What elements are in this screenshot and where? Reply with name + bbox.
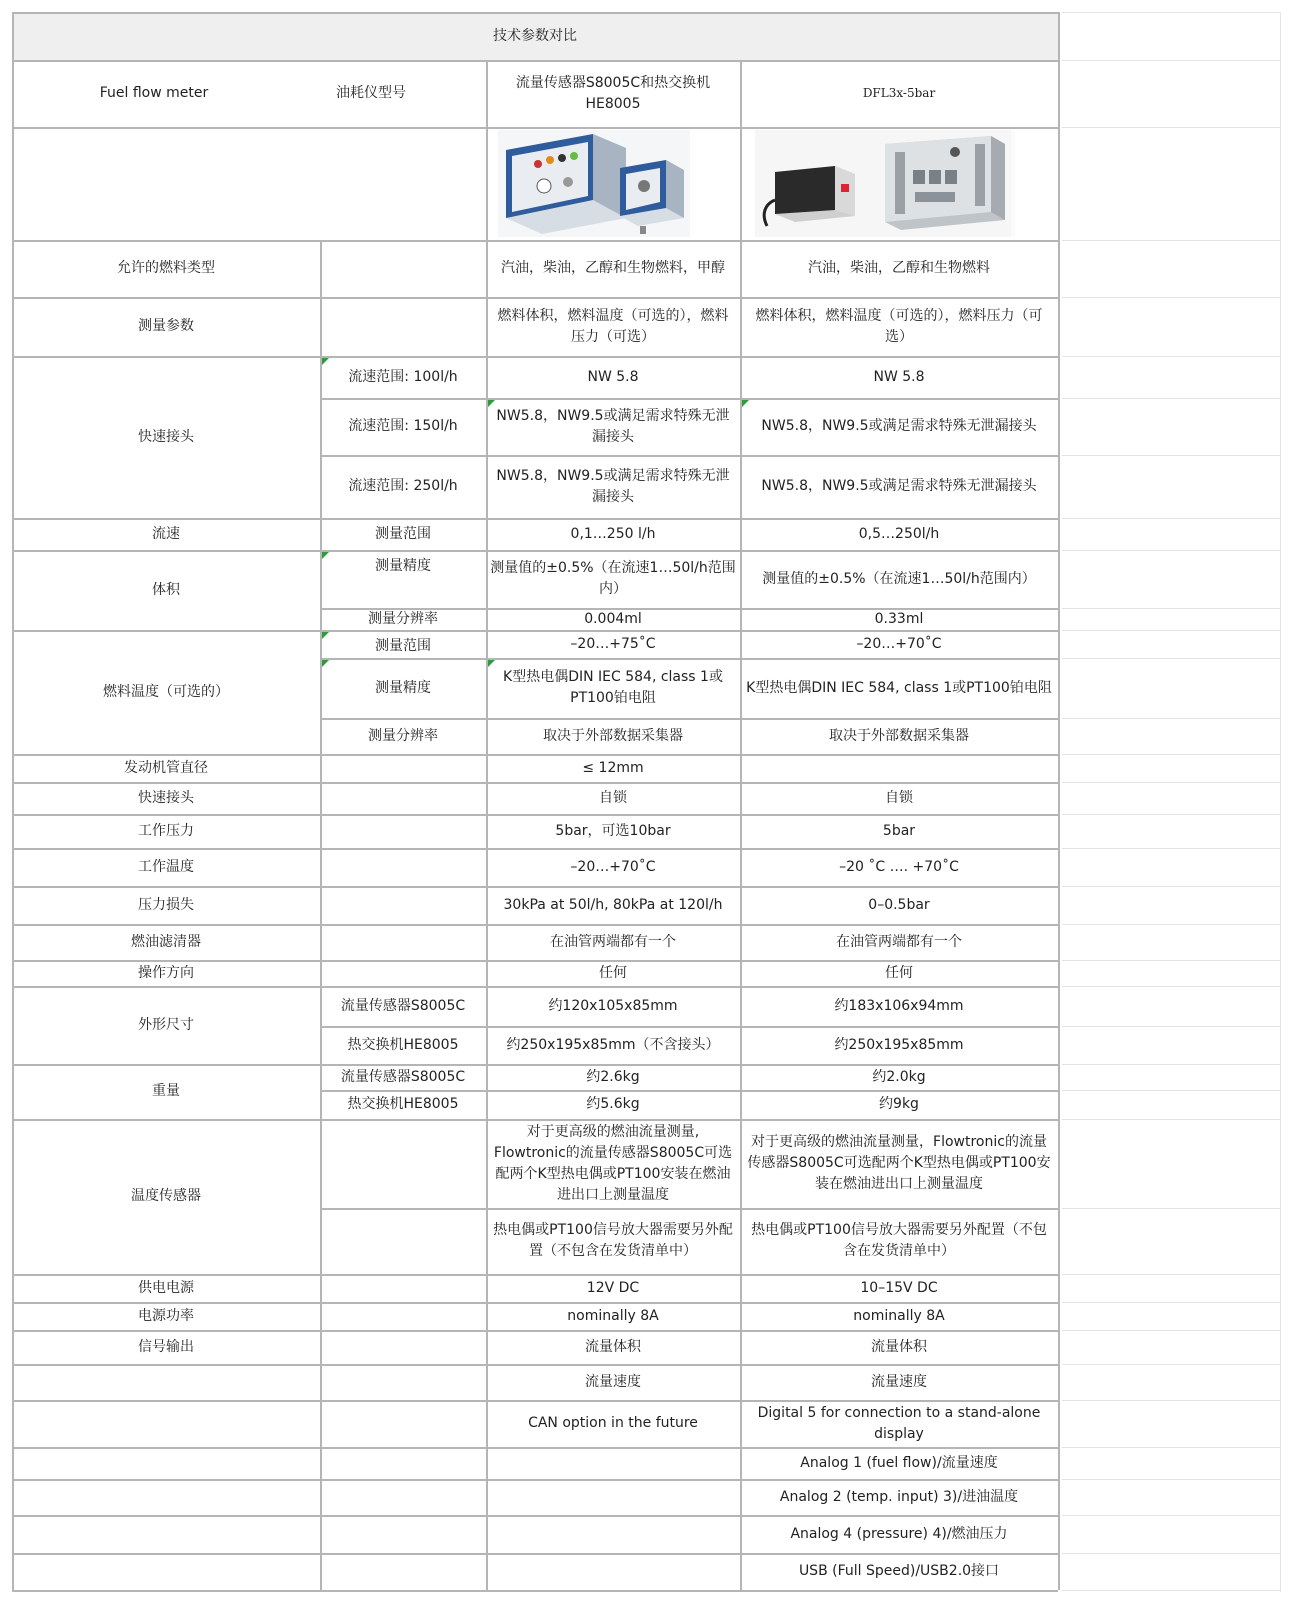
cell-product-a: 约2.6kg xyxy=(586,1068,640,1085)
row-sub-label: 热交换机HE8005 xyxy=(347,1036,459,1053)
grid-line xyxy=(12,1553,1058,1555)
cell-product-b: 流量体积 xyxy=(871,1338,927,1355)
cell-product-b: 约183x106x94mm xyxy=(834,997,964,1014)
product-b-image xyxy=(755,130,1015,237)
sheet-gridline xyxy=(1062,848,1280,849)
cell-product-b: 热电偶或PT100信号放大器需要另外配置（不包 含在发货清单中） xyxy=(751,1222,1047,1259)
row-sub-label: 流量传感器S8005C xyxy=(340,997,466,1014)
grid-line xyxy=(12,1330,1058,1332)
cell-product-a: 对于更高级的燃油流量测量, Flowtronic的流量传感器S8005C可选 配两个K型热电偶或PT100安装在燃油 进出口上测量温度 xyxy=(493,1123,733,1203)
sheet-gridline xyxy=(1062,1064,1280,1065)
sheet-gridline xyxy=(1062,240,1280,241)
row-label: 快速接头 xyxy=(138,789,194,806)
sheet-gridline xyxy=(1062,1302,1280,1303)
row-label: 体积 xyxy=(152,581,180,598)
sheet-gridline xyxy=(1062,127,1280,128)
header-product-a: 流量传感器S8005C和热交换机 HE8005 xyxy=(515,74,711,112)
cell-product-a: NW 5.8 xyxy=(587,368,639,385)
row-sub-label xyxy=(320,1479,486,1515)
sheet-gridline xyxy=(1062,518,1280,519)
row-sub-label xyxy=(320,814,486,848)
sheet-gridline xyxy=(1062,1026,1280,1027)
grid-line xyxy=(320,608,1058,610)
grid-line xyxy=(12,848,1058,850)
row-sub-label xyxy=(320,1400,486,1447)
grid-line xyxy=(12,1064,1058,1066)
cell-product-b: 流量速度 xyxy=(871,1373,927,1390)
row-sub-label: 测量分辨率 xyxy=(368,727,438,744)
row-sub-label xyxy=(320,1515,486,1553)
cell-product-b: –20 ˚C …. +70˚C xyxy=(839,858,959,875)
sheet-gridline xyxy=(1280,12,1281,1592)
grid-line xyxy=(12,297,1058,299)
row-label: 流速 xyxy=(152,525,180,542)
sheet-gridline xyxy=(1062,455,1280,456)
row-label: 供电电源 xyxy=(138,1279,194,1296)
cell-product-b: Analog 1 (fuel flow)/流量速度 xyxy=(800,1454,998,1471)
sheet-gridline xyxy=(1062,60,1280,61)
cell-product-a: 流量体积 xyxy=(585,1338,641,1355)
cell-product-a: 0,1…250 l/h xyxy=(570,525,656,542)
grid-line xyxy=(12,924,1058,926)
cell-product-a: 燃料体积，燃料温度（可选的），燃料 压力（可选） xyxy=(497,307,729,345)
sheet-gridline xyxy=(1062,782,1280,783)
cell-product-a: –20…+75˚C xyxy=(570,635,656,652)
cell-product-a: 在油管两端都有一个 xyxy=(550,933,676,950)
grid-line xyxy=(12,1400,1058,1402)
cell-product-b: 自锁 xyxy=(885,789,913,806)
row-label: 燃油滤清器 xyxy=(131,933,201,950)
row-label xyxy=(12,1400,320,1447)
sheet-gridline xyxy=(1062,1400,1280,1401)
sheet-gridline xyxy=(1062,924,1280,925)
grid-line xyxy=(12,886,1058,888)
row-sub-label: 测量精度 xyxy=(375,558,431,574)
grid-line xyxy=(12,518,1058,520)
grid-line xyxy=(12,782,1058,784)
sheet-gridline xyxy=(1062,1479,1280,1480)
cell-product-b: 10–15V DC xyxy=(860,1279,938,1296)
cell-product-a: 任何 xyxy=(599,964,627,981)
row-sub-label: 流速范围: 100l/h xyxy=(348,368,458,385)
row-sub-label xyxy=(320,924,486,960)
sheet-gridline xyxy=(1062,1553,1280,1554)
cell-product-b: 在油管两端都有一个 xyxy=(836,933,962,950)
grid-line xyxy=(320,1208,1058,1210)
row-label: 信号输出 xyxy=(138,1338,194,1355)
cell-product-b: 0.33ml xyxy=(874,610,924,627)
cell-product-b: 5bar xyxy=(882,822,916,839)
cell-product-a xyxy=(486,1447,740,1479)
grid-line xyxy=(12,986,1058,988)
cell-product-a: K型热电偶DIN IEC 584, class 1或 PT100铂电阻 xyxy=(503,669,723,706)
cell-product-a: NW5.8，NW9.5或满足需求特殊无泄 漏接头 xyxy=(496,407,730,445)
grid-line xyxy=(12,1119,1058,1121)
grid-line xyxy=(12,1479,1058,1481)
grid-line xyxy=(12,240,1058,242)
grid-line xyxy=(12,356,1058,358)
sheet-gridline xyxy=(1062,297,1280,298)
cell-product-a: nominally 8A xyxy=(567,1307,659,1324)
comment-marker-icon xyxy=(322,632,329,639)
row-label xyxy=(12,1364,320,1400)
row-label: 测量参数 xyxy=(138,318,194,334)
grid-line xyxy=(320,718,1058,720)
cell-product-a: 测量值的±0.5%（在流速1…50l/h范围 内） xyxy=(490,560,736,597)
sheet-gridline xyxy=(1062,1364,1280,1365)
row-sub-label: 测量范围 xyxy=(375,638,431,654)
grid-line xyxy=(12,814,1058,816)
header-product-b: DFL3x-5bar xyxy=(862,86,936,100)
row-sub-label xyxy=(320,782,486,814)
cell-product-b: 约250x195x85mm xyxy=(834,1036,964,1053)
sheet-gridline xyxy=(1062,398,1280,399)
sheet-gridline xyxy=(1062,630,1280,631)
comment-marker-icon xyxy=(488,400,495,407)
cell-product-b: 取决于外部数据采集器 xyxy=(829,727,969,744)
row-sub-label xyxy=(320,848,486,886)
grid-line xyxy=(320,1090,1058,1092)
row-label: 外形尺寸 xyxy=(138,1016,194,1033)
grid-line xyxy=(12,550,1058,552)
cell-product-b xyxy=(740,754,1058,782)
row-label xyxy=(12,1447,320,1479)
sheet-gridline xyxy=(1062,1090,1280,1091)
row-sub-label xyxy=(320,1447,486,1479)
row-label: 燃料温度（可选的） xyxy=(103,683,229,700)
comment-marker-icon xyxy=(322,358,329,365)
cell-product-a: NW5.8，NW9.5或满足需求特殊无泄 漏接头 xyxy=(496,467,730,505)
cell-product-a: 约250x195x85mm（不含接头） xyxy=(506,1036,720,1053)
cell-product-b: K型热电偶DIN IEC 584, class 1或PT100铂电阻 xyxy=(746,679,1052,696)
cell-product-b: –20…+70˚C xyxy=(856,635,942,652)
cell-product-a: CAN option in the future xyxy=(528,1415,698,1431)
grid-line xyxy=(320,658,1058,660)
sheet-gridline xyxy=(1062,960,1280,961)
grid-line xyxy=(12,1302,1058,1304)
table-title: 技术参数对比 xyxy=(12,12,1058,60)
grid-line xyxy=(12,1515,1058,1517)
sheet-gridline xyxy=(1062,1590,1280,1591)
row-sub-label: 流速范围: 250l/h xyxy=(348,478,458,494)
cell-product-a: 约5.6kg xyxy=(586,1096,640,1112)
row-sub-label: 流速范围: 150l/h xyxy=(348,418,458,434)
row-sub-label: 测量精度 xyxy=(375,679,431,696)
grid-line xyxy=(320,1026,1058,1028)
row-sub-label: 流量传感器S8005C xyxy=(340,1068,466,1085)
row-label: 允许的燃料类型 xyxy=(117,260,215,276)
grid-line xyxy=(320,455,1058,457)
row-sub-label xyxy=(320,1330,486,1364)
row-sub-label xyxy=(320,240,486,297)
cell-product-b: Analog 4 (pressure) 4)/燃油压力 xyxy=(790,1525,1008,1542)
cell-product-b: Analog 2 (temp. input) 3)/进油温度 xyxy=(779,1488,1019,1505)
cell-product-b: NW5.8，NW9.5或满足需求特殊无泄漏接头 xyxy=(761,418,1037,434)
grid-line xyxy=(12,12,14,1590)
row-sub-label: 热交换机HE8005 xyxy=(347,1096,459,1112)
cell-product-b: NW5.8，NW9.5或满足需求特殊无泄漏接头 xyxy=(761,478,1037,494)
row-label: 快速接头 xyxy=(138,428,194,445)
row-sub-label xyxy=(320,1302,486,1330)
grid-line xyxy=(12,12,1058,14)
row-sub-label xyxy=(320,1119,486,1208)
grid-line xyxy=(12,960,1058,962)
sheet-gridline xyxy=(1062,1208,1280,1209)
cell-product-b: 对于更高级的燃油流量测量，Flowtronic的流量 传感器S8005C可选配两个K型热电偶或PT100安 装在燃油进出口上测量温度 xyxy=(747,1134,1051,1192)
cell-product-b: USB (Full Speed)/USB2.0接口 xyxy=(798,1563,1000,1579)
grid-line xyxy=(1058,12,1060,1590)
cell-product-b: NW 5.8 xyxy=(873,368,925,385)
grid-line xyxy=(12,1364,1058,1366)
row-label: 电源功率 xyxy=(138,1307,194,1324)
row-label: 工作压力 xyxy=(138,822,194,839)
comment-marker-icon xyxy=(322,552,329,559)
row-label: 发动机管直径 xyxy=(124,759,208,776)
row-sub-label xyxy=(320,297,486,356)
cell-product-a: 12V DC xyxy=(586,1279,640,1296)
sheet-gridline xyxy=(1062,986,1280,987)
sheet-gridline xyxy=(1062,356,1280,357)
cell-product-a: 汽油，柴油，乙醇和生物燃料，甲醇 xyxy=(501,260,725,276)
grid-line xyxy=(12,1590,1058,1592)
header-fuel-flow-meter: Fuel flow meter xyxy=(99,85,209,101)
cell-product-b: 汽油，柴油，乙醇和生物燃料 xyxy=(808,260,990,276)
row-label: 温度传感器 xyxy=(131,1188,201,1204)
cell-product-a xyxy=(486,1553,740,1590)
row-sub-label xyxy=(320,754,486,782)
comment-marker-icon xyxy=(742,400,749,407)
grid-line xyxy=(740,60,742,1590)
header-model-label: 油耗仪型号 xyxy=(336,85,406,101)
row-sub-label xyxy=(320,1274,486,1302)
sheet-gridline xyxy=(1062,12,1280,13)
row-sub-label: 测量分辨率 xyxy=(368,610,438,627)
grid-line xyxy=(12,60,1058,62)
row-sub-label xyxy=(320,1208,486,1274)
cell-product-a xyxy=(486,1515,740,1553)
sheet-gridline xyxy=(1062,886,1280,887)
cell-product-a: 5bar，可选10bar xyxy=(555,822,671,839)
cell-product-b: nominally 8A xyxy=(853,1307,945,1324)
sheet-gridline xyxy=(1062,1515,1280,1516)
cell-product-b: Digital 5 for connection to a stand-alone display xyxy=(757,1404,1041,1442)
cell-product-a: 流量速度 xyxy=(585,1373,641,1390)
row-sub-label xyxy=(320,886,486,924)
sheet-gridline xyxy=(1062,814,1280,815)
cell-product-a: 自锁 xyxy=(599,789,627,806)
sheet-gridline xyxy=(1062,754,1280,755)
row-sub-label: 测量范围 xyxy=(375,525,431,542)
sheet-gridline xyxy=(1062,718,1280,719)
cell-product-a: 热电偶或PT100信号放大器需要另外配 置（不包含在发货清单中） xyxy=(493,1222,733,1259)
grid-line xyxy=(320,240,322,1590)
row-sub-label xyxy=(320,960,486,986)
comment-marker-icon xyxy=(322,660,329,667)
cell-product-a: 取决于外部数据采集器 xyxy=(543,727,683,744)
row-label: 工作温度 xyxy=(138,858,194,875)
product-a-image xyxy=(498,130,690,237)
comment-marker-icon xyxy=(488,660,495,667)
row-label xyxy=(12,1515,320,1553)
row-sub-label xyxy=(320,1364,486,1400)
row-label: 重量 xyxy=(152,1083,180,1099)
sheet-gridline xyxy=(1062,658,1280,659)
cell-product-b: 测量值的±0.5%（在流速1…50l/h范围内） xyxy=(762,570,1036,587)
row-label: 压力损失 xyxy=(138,896,194,913)
cell-product-a: 30kPa at 50l/h, 80kPa at 120l/h xyxy=(503,896,723,913)
cell-product-a: 0.004ml xyxy=(584,610,642,627)
sheet-gridline xyxy=(1062,608,1280,609)
grid-line xyxy=(320,398,1058,400)
sheet-gridline xyxy=(1062,1119,1280,1120)
cell-product-b: 0–0.5bar xyxy=(868,896,930,913)
cell-product-b: 燃料体积，燃料温度（可选的），燃料压力（可 选） xyxy=(755,307,1043,345)
grid-line xyxy=(486,60,488,1590)
cell-product-b: 0,5…250l/h xyxy=(858,525,940,542)
row-label xyxy=(12,1553,320,1590)
cell-product-a: 约120x105x85mm xyxy=(548,997,678,1014)
cell-product-b: 任何 xyxy=(885,964,913,981)
grid-line xyxy=(12,1447,1058,1449)
grid-line xyxy=(12,630,1058,632)
cell-product-b: 约9kg xyxy=(879,1096,919,1112)
grid-line xyxy=(12,127,1058,129)
grid-line xyxy=(12,1274,1058,1276)
grid-line xyxy=(12,754,1058,756)
sheet-gridline xyxy=(1062,550,1280,551)
cell-product-b: 约2.0kg xyxy=(872,1068,926,1085)
cell-product-a: –20…+70˚C xyxy=(570,858,656,875)
cell-product-a xyxy=(486,1479,740,1515)
sheet-gridline xyxy=(1062,1274,1280,1275)
sheet-gridline xyxy=(1062,1447,1280,1448)
row-sub-label xyxy=(320,1553,486,1590)
row-label xyxy=(12,1479,320,1515)
cell-product-a: ≤ 12mm xyxy=(582,759,644,776)
row-label: 操作方向 xyxy=(138,964,194,981)
sheet-gridline xyxy=(1062,1330,1280,1331)
